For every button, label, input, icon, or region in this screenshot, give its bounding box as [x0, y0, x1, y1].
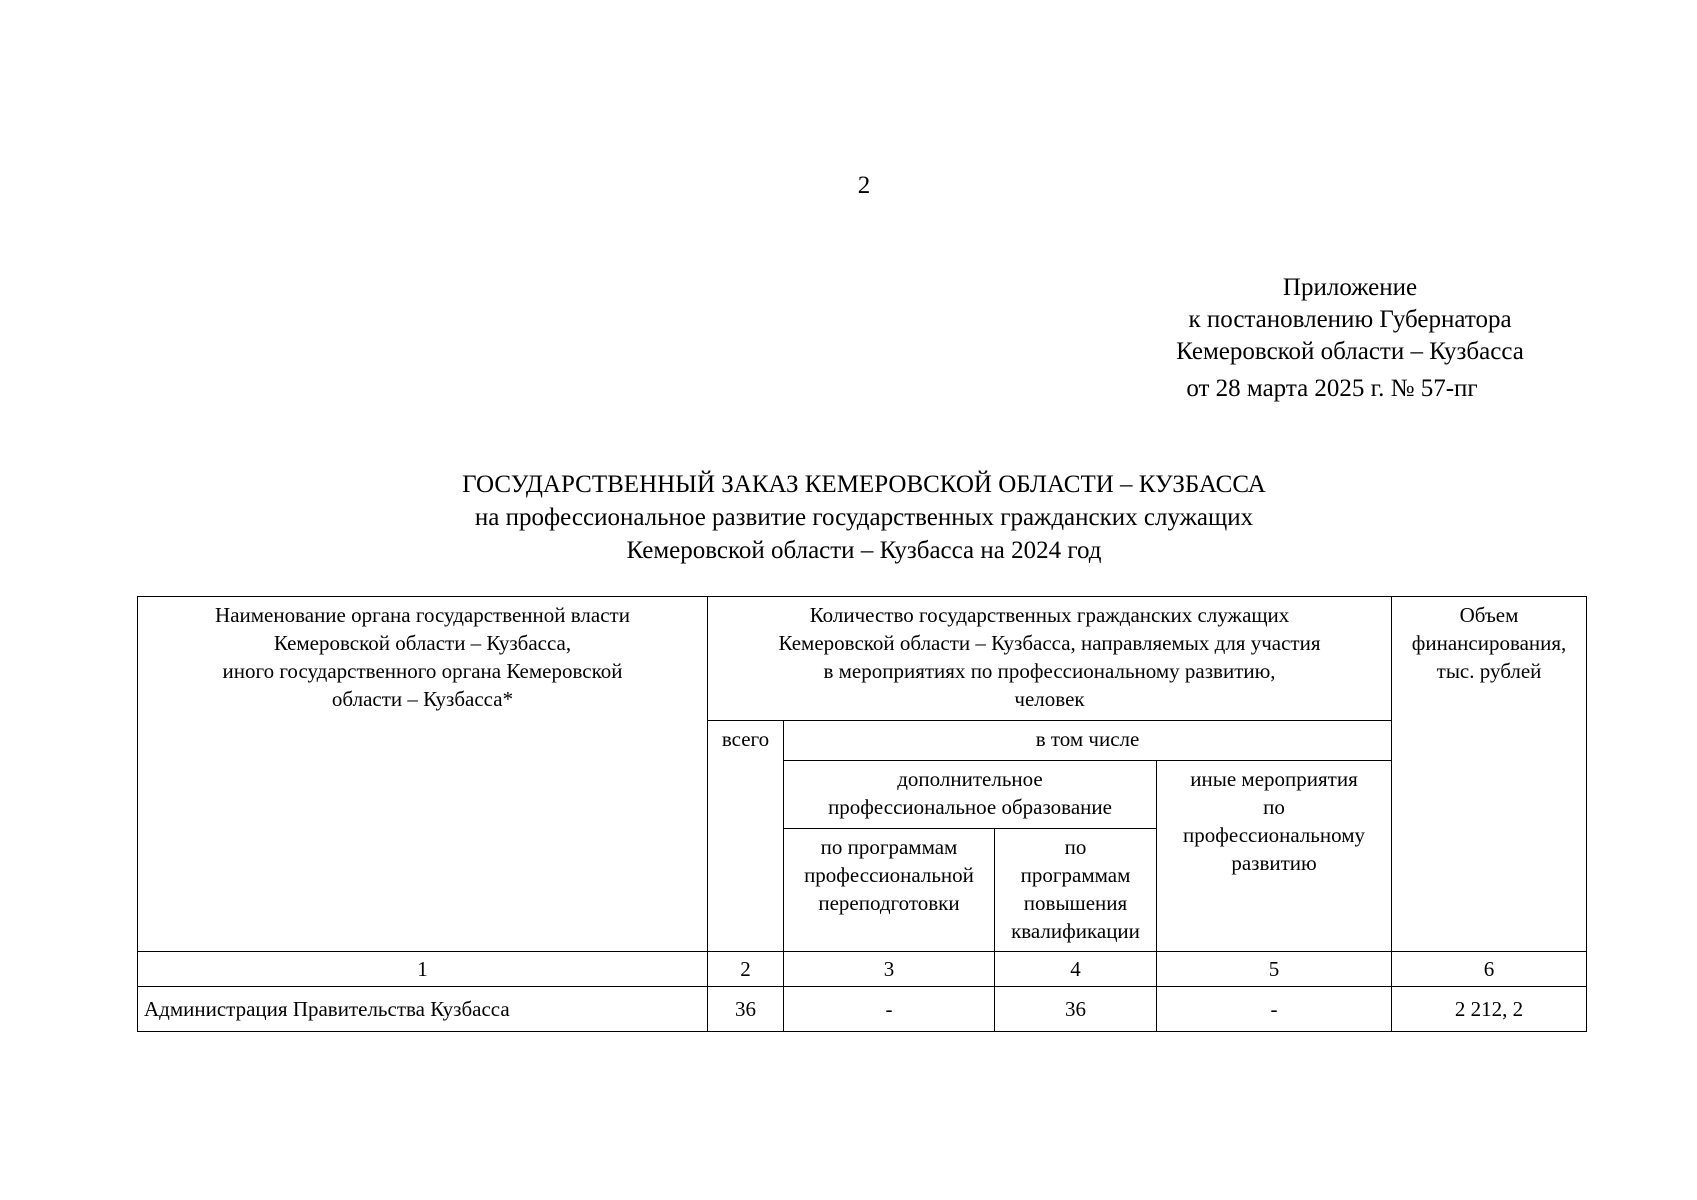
- column-number-row: [138, 952, 1587, 987]
- column-number: 2: [708, 952, 784, 987]
- cell-other-activities: -: [1157, 987, 1392, 1032]
- table-row: [138, 987, 1587, 1032]
- column-number: 5: [1157, 952, 1392, 987]
- column-number: 4: [995, 952, 1157, 987]
- header-including: в том числе: [784, 721, 1392, 761]
- appendix-region: Кемеровской области – Кузбасса: [1176, 338, 1524, 365]
- header-retraining: по программам профессиональной переподготовки: [784, 829, 995, 952]
- header-employee-count: Количество государственных гражданских служащих Кемеровской области – Кузбасса, направляемых для участия в мероприятиях по профессиональному развитию, человек: [708, 597, 1392, 721]
- header-additional-education: дополнительное профессиональное образование: [784, 761, 1157, 829]
- header-financing: Объем финансирования, тыс. рублей: [1392, 597, 1587, 952]
- header-organization: Наименование органа государственной власти Кемеровской области – Кузбасса, иного государственного органа Кемеровской области – Кузбасса*: [138, 597, 708, 952]
- page-number: 2: [857, 172, 871, 199]
- header-other-activities: иные мероприятия по профессиональному развитию: [1157, 761, 1392, 952]
- column-number: 1: [138, 952, 708, 987]
- column-number: 6: [1392, 952, 1587, 987]
- appendix-title: Приложение: [1282, 274, 1418, 301]
- state-order-table: [137, 596, 1587, 1032]
- appendix-reference: к постановлению Губернатора: [1188, 306, 1512, 333]
- header-qualification: по программам повышения квалификации: [995, 829, 1157, 952]
- column-number: 3: [784, 952, 995, 987]
- cell-retraining: -: [784, 987, 995, 1032]
- header-total: всего: [708, 721, 784, 952]
- cell-total: 36: [708, 987, 784, 1032]
- appendix-block: [1140, 272, 1560, 405]
- document-title: [0, 468, 1697, 567]
- title-line-1: ГОСУДАРСТВЕННЫЙ ЗАКАЗ КЕМЕРОВСКОЙ ОБЛАСТИ – КУЗБАССА: [462, 471, 1266, 498]
- cell-organization-name: Администрация Правительства Кузбасса: [138, 987, 708, 1032]
- cell-financing: 2 212, 2: [1392, 987, 1587, 1032]
- title-line-2: на профессиональное развитие государственных гражданских служащих: [474, 504, 1254, 531]
- cell-qualification: 36: [995, 987, 1157, 1032]
- title-line-3: Кемеровской области – Кузбасса на 2024 год: [626, 537, 1102, 564]
- appendix-date-number: от 28 марта 2025 г. № 57-пг: [1186, 375, 1478, 402]
